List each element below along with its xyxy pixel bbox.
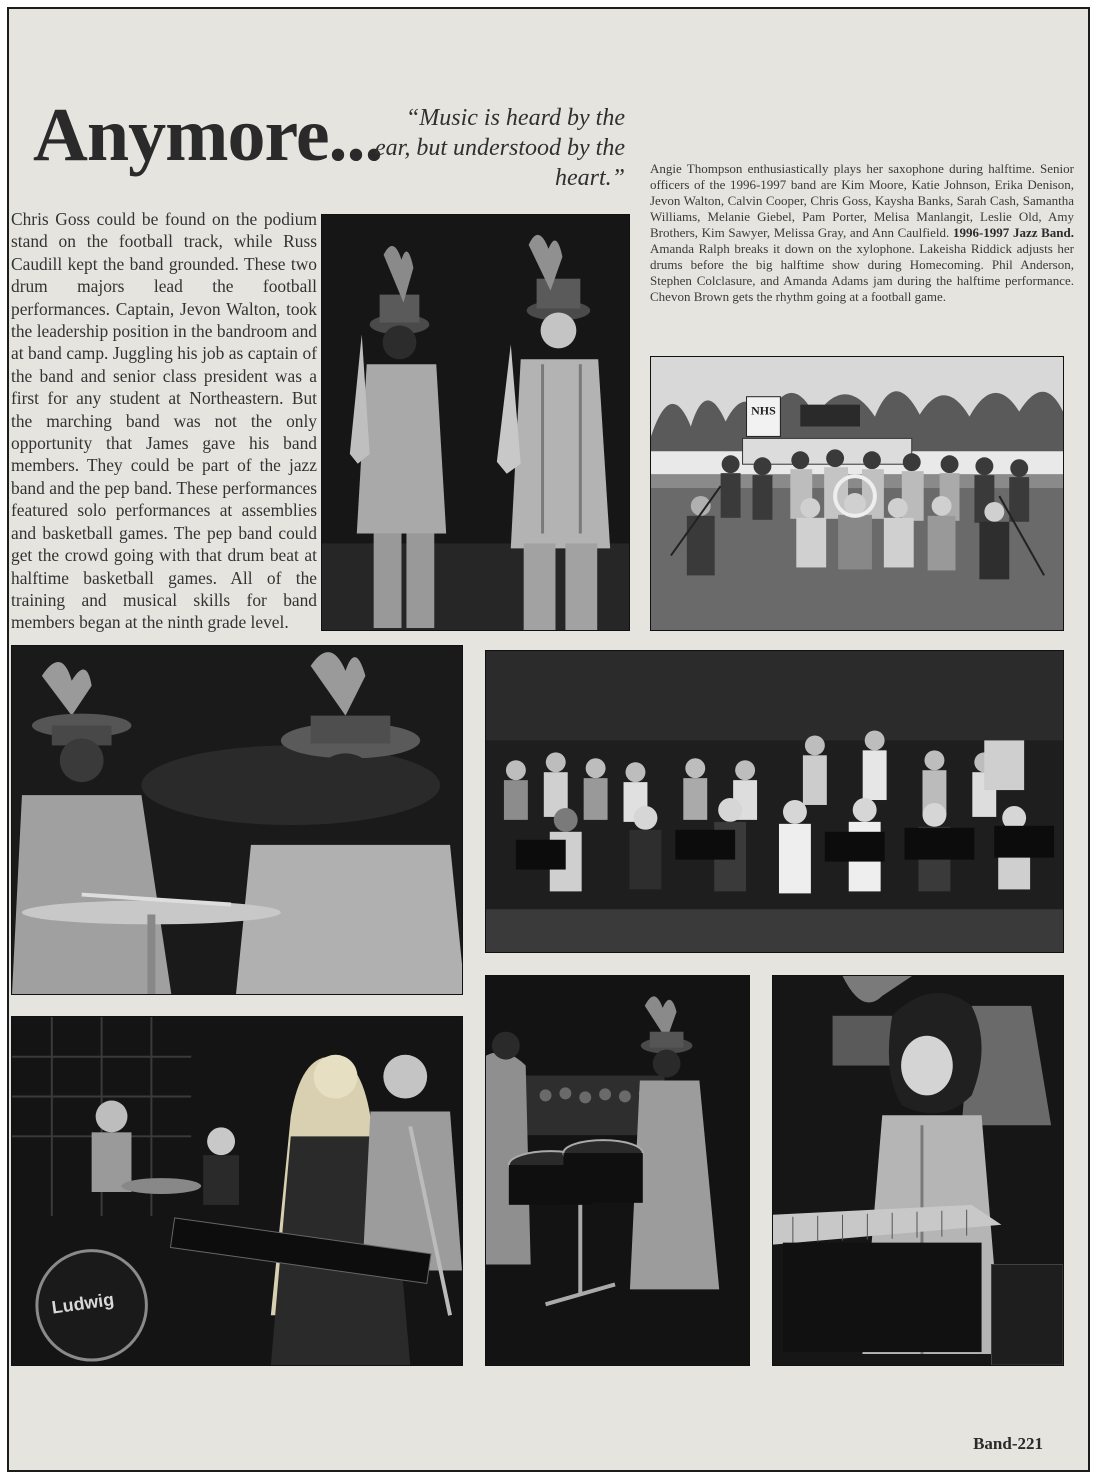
photo-jazz-band	[485, 650, 1064, 953]
caption-text-2: Amanda Ralph breaks it down on the xylophone. Lakeisha Riddick adjusts her drums before the big halftime show during Homecoming. Phil Anderson, Stephen Colclasure, and Amanda Adams jam during the halftime performance. Chevon Brown gets the rhythm going at a football game.	[650, 241, 1074, 304]
caption-bold-label: 1996-1997 Jazz Band.	[952, 225, 1075, 240]
photo-cymbal-players	[11, 645, 463, 995]
pull-quote: “Music is heard by the ear, but understood by the heart.”	[375, 105, 625, 191]
photo-pit-drums	[485, 975, 750, 1366]
caption-text-1: Angie Thompson enthusiastically plays her saxophone during halftime. Senior officers of the 1996-1997 band are Kim Moore, Katie Johnson, Erika Denison, Jevon Walton, Calvin Cooper, Chris Goss, Kaysha Banks, Sarah Cash, Samantha Williams, Melanie Giebel, Pam Porter, Melisa Manlangit, Leslie Old, Amy Brothers, Kim Sawyer, Melissa Gray, and Ann Caulfield.	[650, 161, 1074, 240]
photo-drummer-keyboard	[11, 1016, 463, 1366]
photo-xylophone-player	[772, 975, 1064, 1366]
yearbook-page	[7, 7, 1090, 1472]
banner-letters: NHS	[751, 403, 776, 418]
photo-saxophone-players	[321, 214, 630, 631]
body-text: Chris Goss could be found on the podium stand on the football track, while Russ Caudill kept the band grounded. These two drum majors lead the football performances. Captain, Jevon Walton, took the leadership position in the bandroom and at band camp. Juggling his job as captain of the band and senior class president was a first for any student at Northeastern. But the marching band was not the only opportunity that James gave his band members. They could be part of the jazz band and the pep band. These performances featured solo performances at assemblies and basketball games. The pep band could get the crowd going with that drum beat at halftime basketball games. All of the training and musical skills for band members began at the ninth grade level.	[11, 209, 317, 633]
page-number: Band-221	[973, 1434, 1043, 1453]
page-headline: Anymore...	[33, 93, 383, 177]
drum-logo: Ludwig	[50, 1289, 116, 1318]
photo-captions	[650, 161, 1074, 305]
photo-band-officers-group	[650, 356, 1064, 631]
